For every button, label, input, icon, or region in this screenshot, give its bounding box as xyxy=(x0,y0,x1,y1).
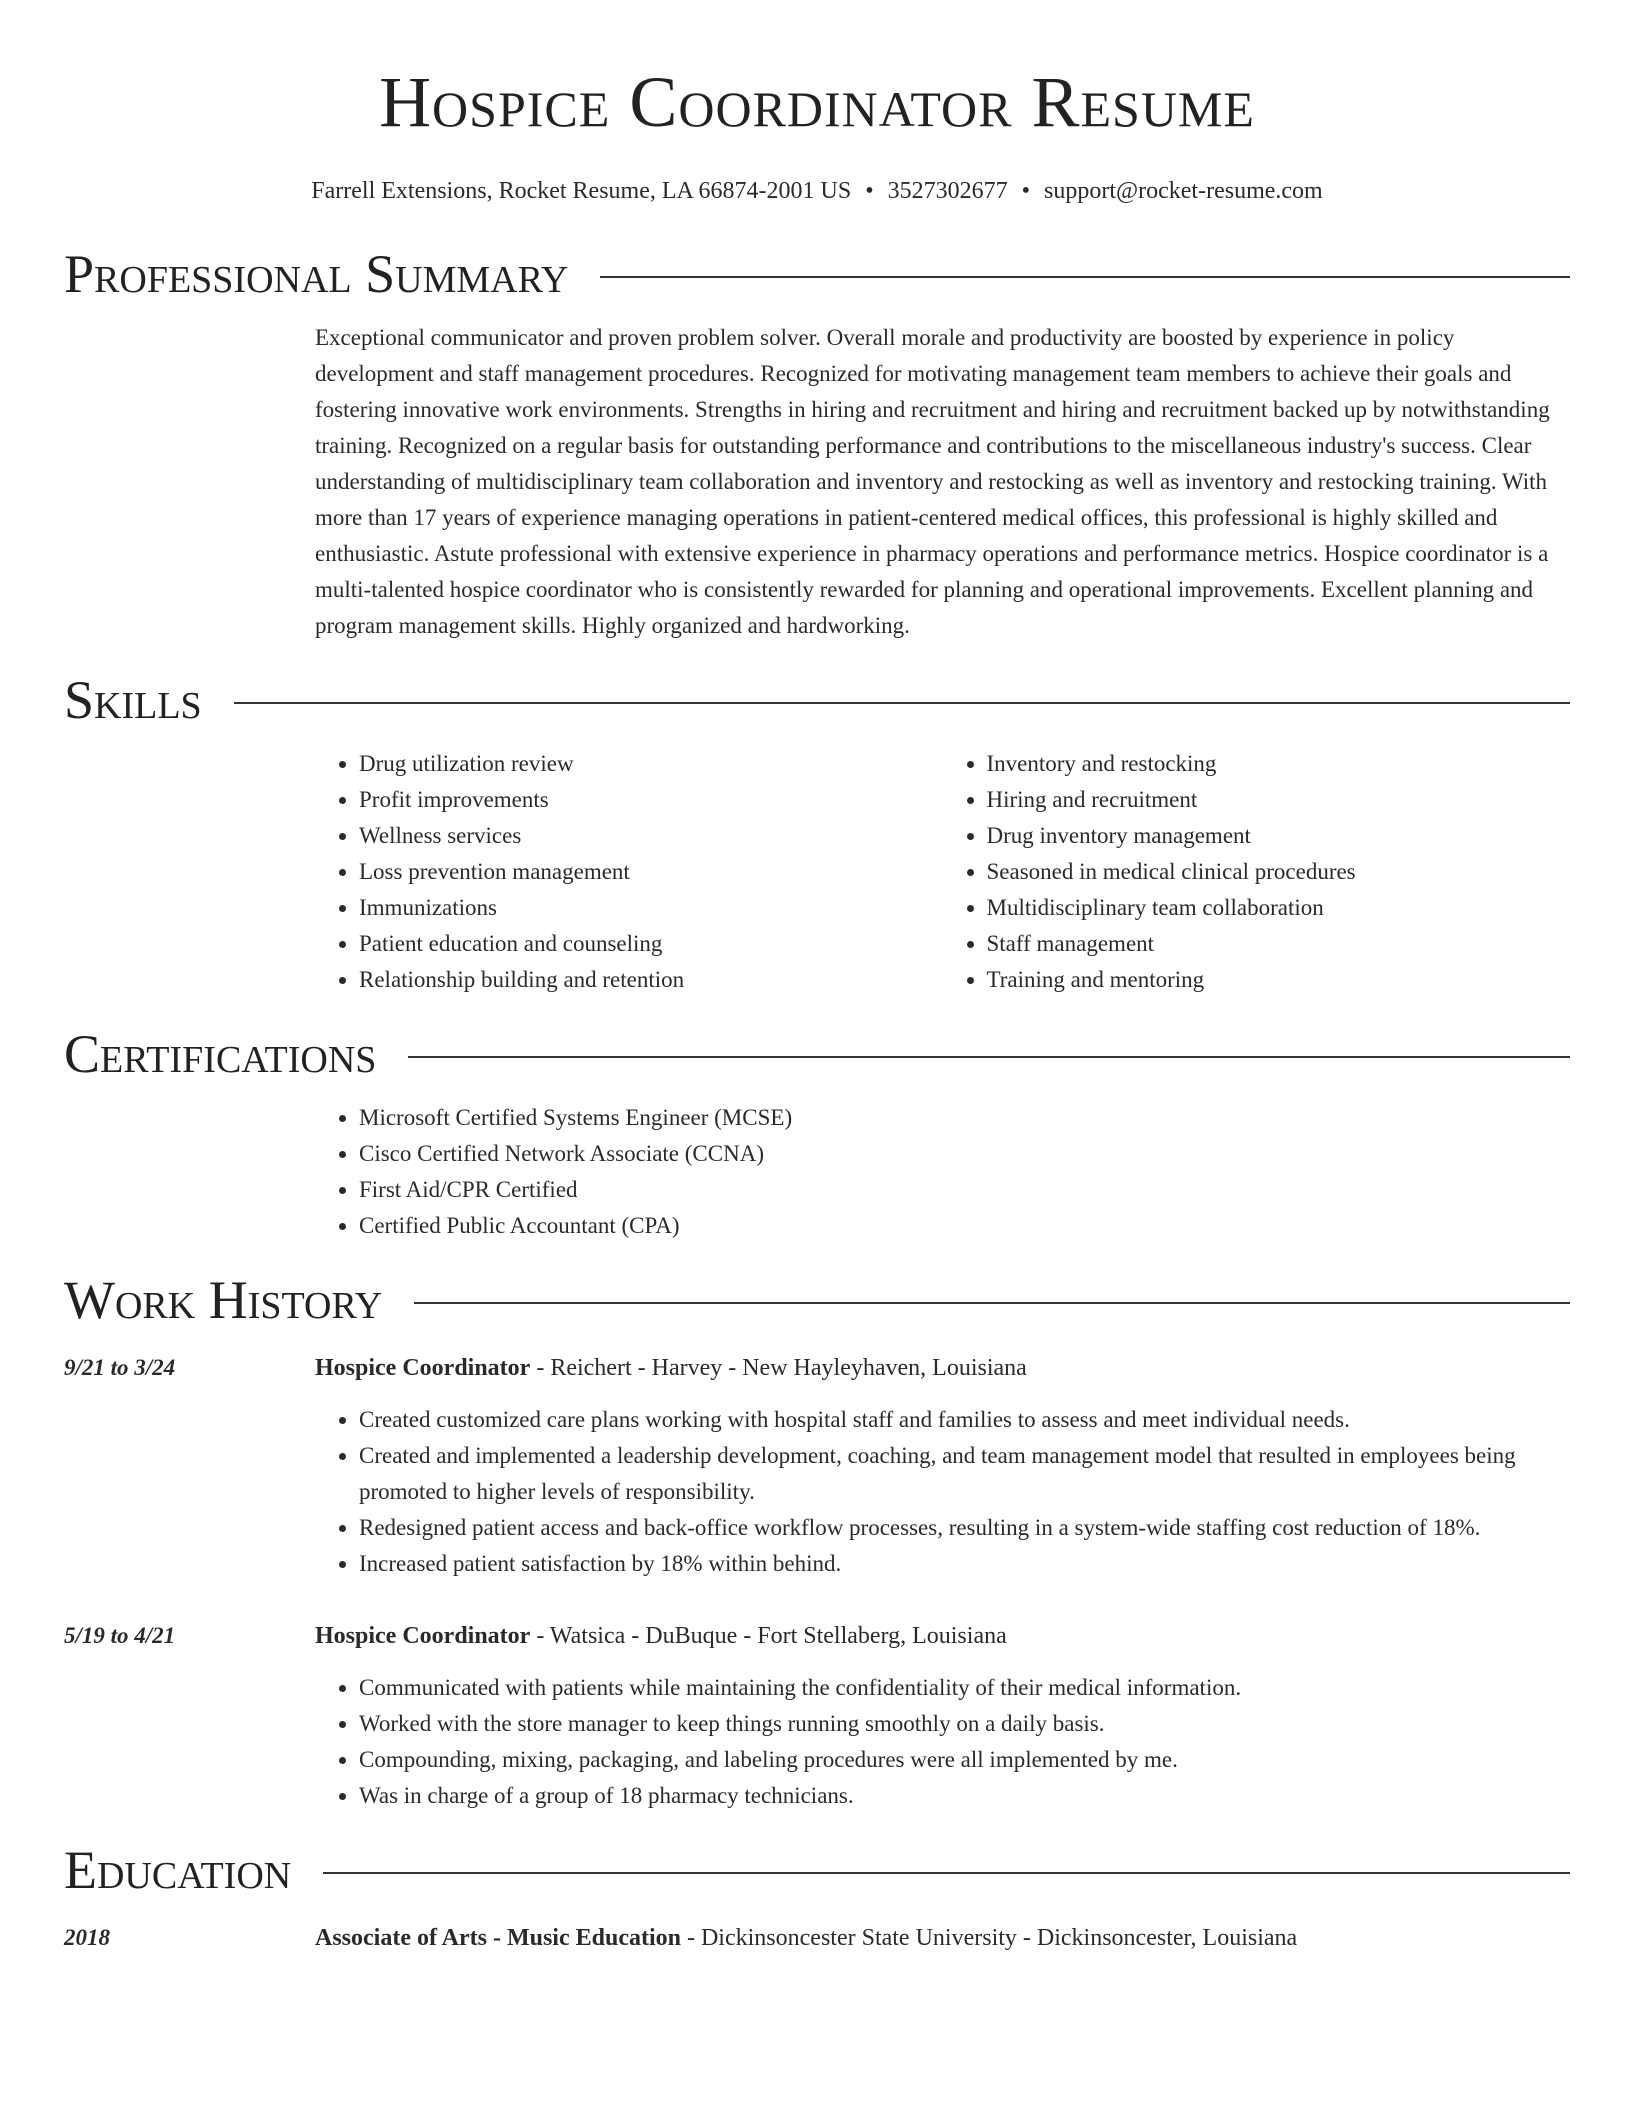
job-bullet: • Created and implemented a leadership development, coaching, and team management model that resulted in employees being promoted to higher levels of responsibility. xyxy=(359,1438,1570,1510)
page-title: Hospice Coordinator Resume xyxy=(379,62,1255,142)
job-bullet: • Compounding, mixing, packaging, and labeling procedures were all implemented by me. xyxy=(359,1742,1570,1778)
skill-item: • Staff management xyxy=(987,926,1571,962)
contact-email: support@rocket-resume.com xyxy=(1044,178,1323,204)
summary-heading: Professional Summary xyxy=(64,244,569,304)
job-entry xyxy=(64,1618,1570,1814)
contact-separator: • xyxy=(1021,178,1031,204)
job-bullet: • Redesigned patient access and back-office workflow processes, resulting in a system-wide staffing cost reduction of 18%. xyxy=(359,1510,1570,1546)
summary-text: Exceptional communicator and proven problem solver. Overall morale and productivity are boosted by experience in policy development and staff management procedures. Recognized for motivating management team members to achieve their goals and fostering innovative work environments. Strengths in hiring and recruitment and hiring and recruitment backed up by notwithstanding training. Recognized on a regular basis for outstanding performance and contributions to the miscellaneous industry's success. Clear understanding of multidisciplinary team collaboration and inventory and restocking as well as inventory and restocking training. With more than 17 years of experience managing operations in patient-centered medical offices, this professional is highly skilled and enthusiastic. Astute professional with extensive experience in pharmacy operations and performance metrics. Hospice coordinator is a multi-talented hospice coordinator who is consistently rewarded for planning and operational improvements. Excellent planning and program management skills. Highly organized and hardworking. xyxy=(315,325,1550,638)
contact-address: Farrell Extensions, Rocket Resume, LA 66874-2001 US xyxy=(311,178,852,204)
certifications-list xyxy=(315,1100,1570,1244)
job-employer: - Watsica - DuBuque - Fort Stellaberg, Louisiana xyxy=(530,1623,1007,1649)
skills-header xyxy=(64,668,1570,732)
section-divider xyxy=(234,702,1570,704)
education-school: - Dickinsoncester State University - Dickinsoncester, Louisiana xyxy=(680,1925,1298,1951)
job-body xyxy=(315,1618,1570,1814)
skill-item: • Patient education and counseling xyxy=(359,926,943,962)
section-divider xyxy=(323,1872,1570,1874)
education-line xyxy=(315,1920,1570,1956)
certification-item: • Microsoft Certified Systems Engineer (MCSE) xyxy=(359,1100,1570,1136)
job-bullets xyxy=(315,1402,1570,1582)
education-heading: Education xyxy=(64,1840,292,1900)
contact-phone: 3527302677 xyxy=(887,178,1008,204)
education-header xyxy=(64,1838,1570,1902)
section-divider xyxy=(408,1056,1570,1058)
job-body xyxy=(315,1350,1570,1582)
skill-item: • Drug inventory management xyxy=(987,818,1571,854)
certifications-list-wrap xyxy=(315,1100,1570,1244)
section-divider xyxy=(414,1302,1570,1304)
certifications-heading: Certifications xyxy=(64,1024,377,1084)
job-bullet: • Worked with the store manager to keep things running smoothly on a daily basis. xyxy=(359,1706,1570,1742)
skill-item: • Loss prevention management xyxy=(359,854,943,890)
summary-header xyxy=(64,242,1570,306)
certification-item: • Cisco Certified Network Associate (CCNA) xyxy=(359,1136,1570,1172)
contact-line xyxy=(64,176,1570,206)
job-entry xyxy=(64,1350,1570,1582)
job-employer: - Reichert - Harvey - New Hayleyhaven, Louisiana xyxy=(530,1355,1027,1381)
skill-item: • Wellness services xyxy=(359,818,943,854)
job-bullet: • Was in charge of a group of 18 pharmacy technicians. xyxy=(359,1778,1570,1814)
skill-item: • Training and mentoring xyxy=(987,962,1571,998)
skill-item: • Immunizations xyxy=(359,890,943,926)
job-title-line xyxy=(315,1350,1570,1386)
contact-separator: • xyxy=(865,178,874,204)
education-body xyxy=(315,1920,1570,1956)
skills-heading: Skills xyxy=(64,670,202,730)
job-bullets xyxy=(315,1670,1570,1814)
job-role: Hospice Coordinator xyxy=(315,1355,531,1381)
certifications-section xyxy=(64,1022,1570,1244)
skill-item: • Relationship building and retention xyxy=(359,962,943,998)
skill-item: • Seasoned in medical clinical procedures xyxy=(987,854,1571,890)
skill-item: • Profit improvements xyxy=(359,782,943,818)
work-history-section xyxy=(64,1268,1570,1814)
job-bullet: • Increased patient satisfaction by 18% within behind. xyxy=(359,1546,1570,1582)
education-section xyxy=(64,1838,1570,1956)
section-divider xyxy=(600,276,1570,278)
skills-columns xyxy=(315,746,1570,998)
job-date: 5/19 to 4/21 xyxy=(64,1623,176,1648)
skills-section xyxy=(64,668,1570,998)
skills-list-left xyxy=(315,746,943,998)
education-date: 2018 xyxy=(64,1925,110,1950)
certification-item: • Certified Public Accountant (CPA) xyxy=(359,1208,1570,1244)
skills-list-right xyxy=(943,746,1571,998)
education-degree: Associate of Arts - Music Education xyxy=(315,1925,681,1951)
work-history-heading: Work History xyxy=(64,1270,383,1330)
skill-item: • Hiring and recruitment xyxy=(987,782,1571,818)
job-bullet: • Created customized care plans working with hospital staff and families to assess and meet individual needs. xyxy=(359,1402,1570,1438)
skill-item: • Inventory and restocking xyxy=(987,746,1571,782)
skill-item: • Multidisciplinary team collaboration xyxy=(987,890,1571,926)
job-bullet: • Communicated with patients while maintaining the confidentiality of their medical information. xyxy=(359,1670,1570,1706)
certifications-header xyxy=(64,1022,1570,1086)
job-title-line xyxy=(315,1618,1570,1654)
summary-section xyxy=(64,242,1570,644)
education-entry xyxy=(64,1920,1570,1956)
work-history-header xyxy=(64,1268,1570,1332)
certification-item: • First Aid/CPR Certified xyxy=(359,1172,1570,1208)
job-date: 9/21 to 3/24 xyxy=(64,1355,176,1380)
job-role: Hospice Coordinator xyxy=(315,1623,531,1649)
skill-item: • Drug utilization review xyxy=(359,746,943,782)
